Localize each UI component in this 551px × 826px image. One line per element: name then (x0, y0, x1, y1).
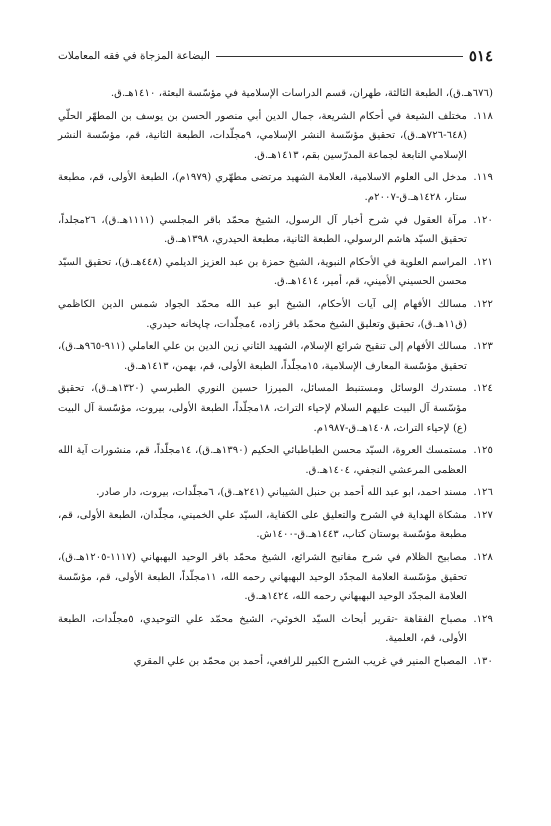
bibliography-list (58, 84, 493, 675)
entry-text: مستدرك الوسائل ومستنبط المسائل، الميرزا حسين النوري الطبرسي (١٣٢٠هـ.ق)، تحقيق مؤسّسة آل البيت عليهم السلام لإحياء التراث، ١٨مجلّداً، الطبعة الأولى، بيروت، مؤسّسة آل البيت (ع) لإحياء التراث، ١٤٠٨هـ.ق-١٩٨٧م. (58, 383, 467, 434)
entry-number: ١٢٨. (473, 552, 493, 564)
entry-number: ١٢٦. (473, 487, 493, 499)
bibliography-entry (58, 610, 493, 649)
entry-number: ١٢٠. (473, 214, 493, 226)
entry-text: مسند احمد، ابو عبد الله أحمد بن حنبل الشيباني (٢٤١هـ.ق)، ٦مجلّدات، بيروت، دار صادر. (96, 487, 467, 499)
bibliography-entry (58, 107, 493, 166)
entry-number: ١٢٣. (473, 341, 493, 353)
entry-text: مصابيح الظلام في شرح مفاتيح الشرائع، الشيخ محمّد باقر الوحيد البهبهاني (١١١٧-١٢٠٥هـ.ق)، تحقيق مؤسّسة العلامة المجدّد الوحيد البهبهاني رحمه الله، ١١مجلّداً، الطبعة الأولى، قم، مؤسّسة العلامة المجدّد الوحيد البهبهاني رحمه الله، ١٤٢٤هـ.ق. (58, 552, 467, 603)
entry-number: ١٢١. (473, 256, 493, 268)
entry-text: مختلف الشيعة في أحكام الشريعة، جمال الدين أبي منصور الحسن بن يوسف بن المطهّر الحلّي (٦٤٨-٧٢٦هـ.ق)، تحقيق مؤسّسة النشر الإسلامي، ٩مجلّدات، الطبعة الثانية، قم، مؤسّسة النشر الإسلامي التابعة لجماعة المدرّسين بقم، ١٤١٣هـ.ق. (58, 110, 467, 161)
bibliography-entry (58, 441, 493, 480)
bibliography-entry (58, 379, 493, 438)
bibliography-entry (58, 548, 493, 607)
entry-text: مرآة العقول في شرح أخبار آل الرسول، الشيخ محمّد باقر المجلسي (١١١١هـ.ق)، ٢٦مجلداً، تحقيق السيّد هاشم الرسولي، الطبعة الثانية، مطبعة الحيدري، ١٣٩٨هـ.ق. (58, 214, 467, 246)
entry-number: ١١٩. (473, 172, 493, 184)
entry-number: ١٢٧. (473, 509, 493, 521)
bibliography-entry (58, 483, 493, 503)
bibliography-entry (58, 652, 493, 672)
entry-number: ١٢٩. (473, 613, 493, 625)
bibliography-entry (58, 211, 493, 250)
entry-number: ١٢٥. (473, 445, 493, 457)
bibliography-entry (58, 168, 493, 207)
entry-number: ١٢٢. (473, 298, 493, 310)
header-rule (216, 56, 463, 57)
entry-text: مسالك الأفهام إلى آيات الأحكام، الشيخ ابو عبد الله محمّد الجواد شمس الدين الكاظمي (ق١١هـ.ق)، تحقيق وتعليق الشيخ محمّد باقر زاده، ٤مجلّدات، چاپخانه حيدري. (58, 298, 467, 330)
entry-number: ١٣٠. (473, 656, 493, 668)
page-number: ٥١٤ (468, 47, 493, 65)
bibliography-entry (58, 253, 493, 292)
entry-text: مستمسك العروة، السيّد محسن الطباطبائي الحكيم (١٣٩٠هـ.ق)، ١٤مجلّداً، قم، منشورات آية الله العظمى المرعشي النجفي، ١٤٠٤هـ.ق. (58, 445, 467, 476)
entry-number: ١٢٤. (473, 383, 493, 395)
bibliography-entry (58, 295, 493, 334)
bibliography-entry (58, 337, 493, 376)
entry-text: مصباح الفقاهة -تقرير أبحاث السيّد الخوئي-، الشيخ محمّد علي التوحيدي، ٥مجلّدات، الطبعة الأولى، قم، العلمية. (58, 613, 467, 645)
entry-text: مسالك الأفهام إلى تنقيح شرائع الإسلام، الشهيد الثاني زين الدين بن علي العاملي (٩١١-٩٦٥هـ.ق)، تحقيق مؤسّسة المعارف الإسلامية، ١٥مجلّداً، الطبعة الأولى، قم، بهمن، ١٤١٣هـ.ق. (58, 341, 467, 372)
bibliography-entry (58, 506, 493, 545)
running-header (58, 46, 493, 66)
entry-number: ١١٨. (473, 110, 493, 122)
running-title: البضاعة المزجاة في فقه المعاملات (58, 50, 210, 62)
entry-text: المراسم العلوية في الأحكام النبوية، الشيخ حمزة بن عبد العزيز الديلمي (٤٤٨هـ.ق)، تحقيق السيّد محسن الحسيني الأميني، قم، أمير، ١٤١٤هـ.ق. (58, 256, 467, 288)
entry-text: مدخل الى العلوم الاسلامية، العلامة الشهيد مرتضى مطهّري (١٩٧٩م)، الطبعة الأولى، قم، مطبعة ستار، ١٤٢٨هـ.ق-٢٠٠٧م. (58, 172, 467, 203)
entry-text: مشكاة الهداية في الشرح والتعليق على الكفاية، السيّد علي الخميني، مجلّدان، الطبعة الأولى، قم، مطبعة مؤسّسة بوستان كتاب، ١٤٤٣هـ.ق-١٤٠٠ش. (58, 509, 467, 541)
continuation-text: (٦٧٦هـ.ق)، الطبعة الثالثة، طهران، قسم الدراسات الإسلامية في مؤسّسة البعثة، ١٤١٠هـ.ق. (110, 88, 493, 99)
entry-text: المصباح المنير في غريب الشرح الكبير للرافعي، أحمد بن محمّد بن علي المقري (133, 656, 467, 668)
